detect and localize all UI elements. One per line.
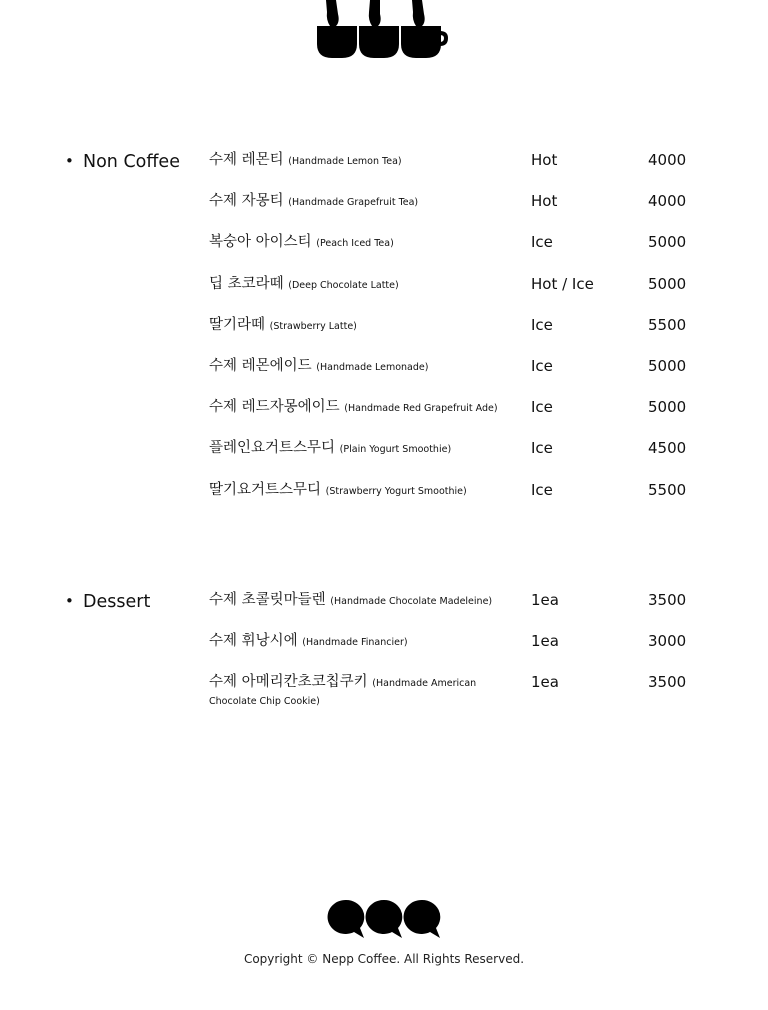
menu-item-row	[0, 234, 768, 275]
item-option: Ice	[531, 480, 553, 499]
item-name-korean: 수제 휘낭시에	[209, 633, 298, 650]
item-name-korean: 딸기요거트스무디	[209, 481, 322, 498]
item-price: 5000	[648, 356, 687, 375]
item-option: Hot / Ice	[531, 274, 594, 293]
item-name-english: (Handmade American Chocolate Chip Cookie)	[209, 678, 477, 708]
item-name	[209, 440, 519, 458]
section-title: • Dessert	[65, 592, 151, 612]
item-price: 4000	[648, 151, 687, 169]
item-name	[209, 674, 519, 710]
item-name-english: (Strawberry Yogurt Smoothie)	[325, 485, 467, 497]
three-cups-logo-icon	[316, 0, 448, 62]
item-name-korean: 수제 아메리칸초코칩쿠키	[209, 674, 368, 691]
item-name-korean: 플레인요거트스무디	[209, 440, 336, 457]
item-name	[209, 482, 519, 500]
item-name	[209, 317, 519, 335]
item-name-korean: 수제 초콜릿마들렌	[209, 592, 326, 608]
item-name	[209, 276, 519, 294]
item-name-english: (Handmade Financier)	[302, 637, 408, 649]
bullet-icon: •	[65, 592, 74, 610]
item-price: 3500	[648, 673, 687, 692]
item-name-korean: 복숭아 아이스티	[209, 234, 312, 251]
item-price: 3500	[648, 591, 687, 609]
item-name	[209, 234, 519, 252]
item-name-korean: 딥 초코라떼	[209, 275, 284, 292]
item-name	[209, 399, 519, 417]
item-option: Hot	[531, 151, 558, 169]
item-name	[209, 592, 519, 610]
item-name-korean: 딸기라떼	[209, 316, 266, 333]
item-option: 1ea	[531, 591, 559, 609]
menu-item-row	[0, 152, 768, 193]
item-price: 5000	[648, 274, 687, 293]
menu-item-row	[0, 358, 768, 399]
item-price: 4000	[648, 192, 687, 211]
item-option: 1ea	[531, 673, 559, 692]
item-option: 1ea	[531, 632, 559, 651]
item-name	[209, 633, 519, 651]
item-name-english: (Peach Iced Tea)	[316, 238, 394, 250]
item-price: 4500	[648, 439, 687, 458]
item-option: Ice	[531, 439, 553, 458]
copyright-text: Copyright © Nepp Coffee. All Rights Reserved.	[243, 952, 525, 966]
item-option: Ice	[531, 356, 553, 375]
item-price: 3000	[648, 632, 687, 651]
item-name-korean: 수제 자몽티	[209, 193, 284, 210]
item-name-english: (Strawberry Latte)	[269, 320, 357, 332]
item-name	[209, 193, 519, 211]
item-name-korean: 수제 레드자몽에이드	[209, 399, 340, 416]
item-option: Ice	[531, 233, 553, 252]
item-name	[209, 152, 519, 170]
qqq-logo-icon	[326, 898, 442, 940]
menu-item-row	[0, 276, 768, 317]
menu-item-row	[0, 482, 768, 523]
item-name-english: (Handmade Red Grapefruit Ade)	[344, 403, 498, 415]
item-name-english: (Handmade Lemonade)	[316, 361, 429, 373]
item-name-english: (Handmade Grapefruit Tea)	[288, 197, 419, 209]
item-name-english: (Handmade Chocolate Madeleine)	[330, 596, 493, 607]
item-price: 5000	[648, 233, 687, 252]
menu-item-row	[0, 317, 768, 358]
item-name	[209, 358, 519, 376]
menu-item-row	[0, 399, 768, 440]
menu-list	[0, 592, 768, 716]
menu-item-row	[0, 592, 768, 633]
item-option: Ice	[531, 315, 553, 334]
item-price: 5000	[648, 398, 687, 417]
item-price: 5500	[648, 480, 687, 499]
item-name-english: (Deep Chocolate Latte)	[288, 279, 399, 291]
menu-item-row	[0, 633, 768, 674]
item-name-english: (Handmade Lemon Tea)	[288, 156, 402, 167]
item-option: Hot	[531, 192, 558, 211]
item-option: Ice	[531, 398, 553, 417]
bullet-icon: •	[65, 152, 74, 170]
item-name-korean: 수제 레몬에이드	[209, 357, 312, 374]
section-title: • Non Coffee	[65, 152, 180, 172]
menu-item-row	[0, 674, 768, 715]
item-name-korean: 수제 레몬티	[209, 152, 284, 168]
menu-list	[0, 152, 768, 523]
item-price: 5500	[648, 315, 687, 334]
menu-item-row	[0, 193, 768, 234]
item-name-english: (Plain Yogurt Smoothie)	[339, 444, 452, 456]
menu-item-row	[0, 440, 768, 481]
